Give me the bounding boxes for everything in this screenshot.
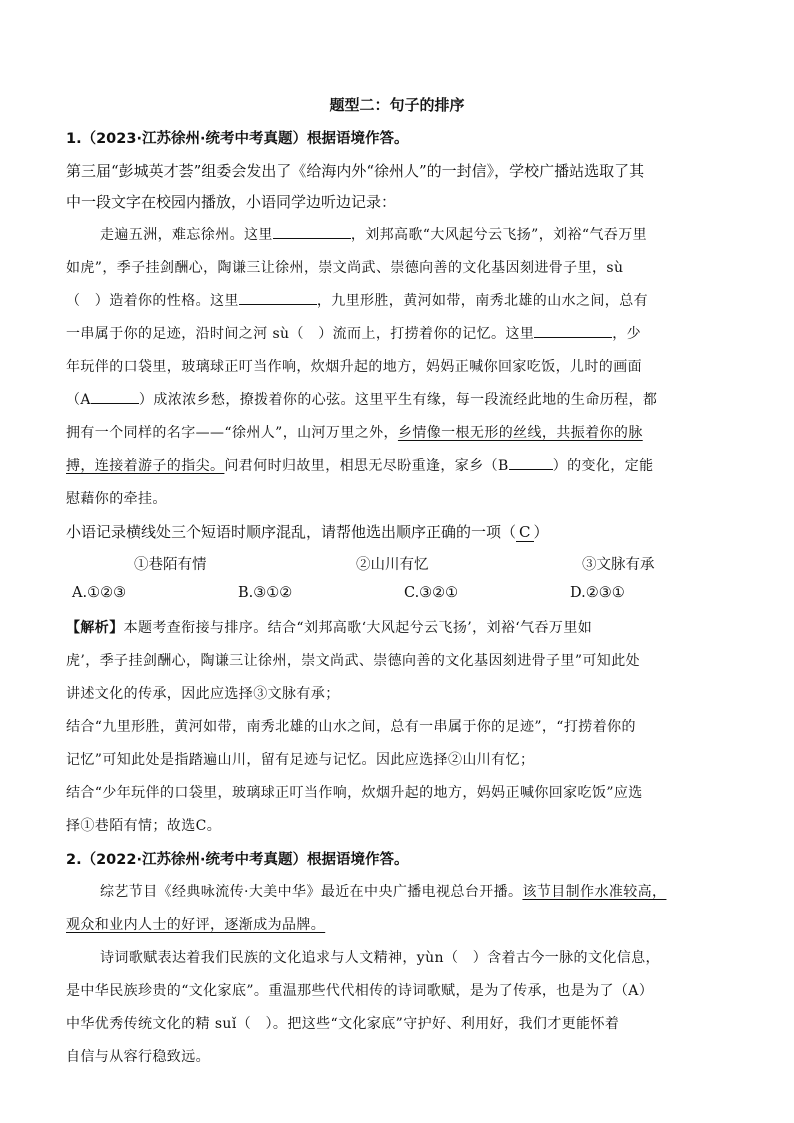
q2-para2-line-3: 中华优秀传统文化的精 suǐ（ ）。把这些“文化家底”守护好、利用好，我们才更能怀着 xyxy=(66,1016,620,1032)
analysis-line-1 xyxy=(66,617,736,637)
passage-line-3 xyxy=(66,290,736,310)
passage-text: （A xyxy=(66,392,91,408)
option-a: A.①②③ xyxy=(72,585,127,601)
passage-line-4 xyxy=(66,323,736,343)
question-1-header: 1.（2023·江苏徐州·统考中考真题）根据语境作答。 xyxy=(66,131,409,147)
question-text: 小语记录横线处三个短语时顺序混乱，请帮他选出顺序正确的一项（ xyxy=(66,523,517,541)
blank-2 xyxy=(239,292,317,305)
passage-text: 问君何时归故里，相思无尽盼重逢，家乡（B xyxy=(224,458,509,474)
answer-mark: C xyxy=(516,523,533,542)
passage-line-2: 如虎”，季子挂剑酬心，陶谦三让徐州，崇文尚武、崇德向善的文化基因刻进骨子里，sù xyxy=(66,260,624,276)
analysis-label: 【解析】 xyxy=(66,620,124,636)
option-b: B.③①② xyxy=(238,585,293,601)
option-c: C.③②① xyxy=(404,585,459,601)
q1-intro-line-1: 第三届“彭城英才荟”组委会发出了《给海内外“徐州人”的一封信》，学校广播站选取了其 xyxy=(66,162,645,180)
q2-para1-line-2 xyxy=(66,914,736,934)
underlined-sentence: 该节目制作水准较高， xyxy=(522,884,667,900)
passage-text: ，少 xyxy=(612,326,642,342)
q1-question xyxy=(66,521,736,542)
question-text: ） xyxy=(533,523,549,541)
q2-para1-line-1 xyxy=(100,881,770,901)
passage-line-1 xyxy=(100,224,770,244)
blank-A xyxy=(91,391,139,404)
analysis-text: 本题考查衔接与排序。结合“刘邦高歌‘大风起兮云飞扬’，刘裕‘气吞万里如 xyxy=(123,620,593,636)
q2-text: 综艺节目《经典咏流传·大美中华》最近在中央广播电视总台开播。 xyxy=(100,884,523,900)
underlined-sentence: 观众和业内人士的好评，逐渐成为品牌。 xyxy=(66,917,326,933)
phrase-3: ③文脉有承 xyxy=(582,557,655,573)
analysis-line-4: 结合“九里形胜，黄河如带，南秀北雄的山水之间，总有一串属于你的足迹”，“打捞着你的 xyxy=(66,719,636,735)
question-2-header: 2.（2022·江苏徐州·统考中考真题）根据语境作答。 xyxy=(66,852,409,868)
passage-text: ，刘邦高歌“大风起兮云飞扬”，刘裕“气吞万里 xyxy=(350,227,648,243)
analysis-line-2: 虎’，季子挂剑酬心，陶谦三让徐州，崇文尚武、崇德向善的文化基因刻进骨子里”可知此处 xyxy=(66,653,641,669)
passage-line-7 xyxy=(66,422,736,442)
blank-B xyxy=(509,457,553,470)
analysis-line-5: 记忆”可知此处是指踏遍山川，留有足迹与记忆。因此应选择②山川有忆； xyxy=(66,752,535,768)
q1-intro-line-2: 中一段文字在校园内播放，小语同学边听边记录： xyxy=(66,193,397,211)
passage-text: 一串属于你的足迹，沿时间之河 sù（ ）流而上，打捞着你的记忆。这里 xyxy=(66,326,535,342)
analysis-line-7: 择①巷陌有情；故选C。 xyxy=(66,818,222,834)
section-title: 题型二：句子的排序 xyxy=(329,96,465,114)
underlined-sentence: 乡情像一根无形的丝线，共振着你的脉 xyxy=(397,425,643,441)
q2-para2-line-2: 是中华民族珍贵的“文化家底”。重温那些代代相传的诗词歌赋，是为了传承，也是为了（A） xyxy=(66,983,654,999)
underlined-sentence: 搏，连接着游子的指尖。 xyxy=(66,458,225,474)
phrase-1: ①巷陌有情 xyxy=(134,557,207,573)
analysis-line-6: 结合“少年玩伴的口袋里，玻璃球正叮当作响，炊烟升起的地方，妈妈正喊你回家吃饭”应选 xyxy=(66,785,643,801)
phrase-2: ②山川有忆 xyxy=(356,557,429,573)
passage-text: ）的变化，定能 xyxy=(552,458,654,474)
q2-para2-line-4: 自信与从容行稳致远。 xyxy=(66,1049,210,1065)
blank-1 xyxy=(273,226,351,239)
blank-3 xyxy=(534,325,612,338)
passage-line-9: 慰藉你的牵挂。 xyxy=(66,491,167,507)
option-d: D.②③① xyxy=(570,585,625,601)
passage-text: 拥有一个同样的名字——“徐州人”，山河万里之外， xyxy=(66,425,398,441)
q2-para2-line-1: 诗词歌赋表达着我们民族的文化追求与人文精神，yùn（ ）含着古今一脉的文化信息， xyxy=(100,950,660,966)
passage-text: ）成浓浓乡愁，撩拨着你的心弦。这里平生有缘，每一段流经此地的生命历程，都 xyxy=(138,392,658,408)
passage-text: 走遍五洲，难忘徐州。这里 xyxy=(100,227,273,243)
passage-line-8 xyxy=(66,455,736,475)
analysis-line-3: 讲述文化的传承，因此应选择③文脉有承； xyxy=(66,686,340,702)
passage-line-6 xyxy=(66,389,736,409)
passage-line-5: 年玩伴的口袋里，玻璃球正叮当作响，炊烟升起的地方，妈妈正喊你回家吃饭，儿时的画面 xyxy=(66,359,642,375)
passage-text: ，九里形胜，黄河如带，南秀北雄的山水之间，总有 xyxy=(316,293,649,309)
passage-text: （ ）造着你的性格。这里 xyxy=(66,293,239,309)
